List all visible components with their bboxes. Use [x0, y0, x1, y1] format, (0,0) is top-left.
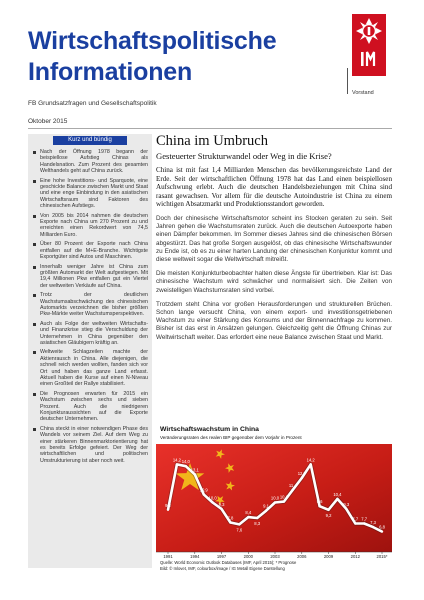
summary-item: Innerhalb weniger Jahre ist China zum größten Automarkt der Welt aufgestiegen. Mit 19,4 Millionen Pkw entfallen gut ein Viertel der weltweiten Verkäufe auf China.: [32, 264, 148, 290]
article-paragraph-2: Doch der chinesische Wirtschaftsmotor scheint ins Stocken geraten zu sein. Seit Jahren gehen die Wachstumsraten zurück. Auch die deutschen Autoexporte haben einen Dämpfer bekommen. Im Sommer dieses Jahres sind die chinesischen Börsen abgestürzt. Das hat große Sorgen ausgelöst, ob das chinesische Wirtschaftswunder zu Ende ist, ob es zu einer harten Landung der chinesischen Konjunktur kommt und diese weltweit sogar die Weltwirtschaft mitreißt.: [156, 214, 392, 263]
summary-item: Die Prognosen erwarten für 2015 ein Wachstum zwischen sechs und sieben Prozent. Auch die niedrigeren Konjunkturaussichten auf die Exporte deutscher Unternehmen.: [32, 391, 148, 423]
data-point: [220, 508, 222, 510]
title-line-2: Informationen: [28, 58, 193, 86]
summary-item: Auch als Folge der weltweiten Wirtschafts- und Finanzkrise stieg die Verschuldung der Unternehmen in China gegenüber den asiatischen Gläubigern kräftig an.: [32, 321, 148, 347]
data-label: 14,0: [181, 459, 190, 465]
data-point: [336, 498, 338, 500]
data-label: 7,3: [370, 520, 377, 526]
data-point: [274, 501, 276, 503]
data-label: 11,4: [288, 482, 297, 488]
data-label: 10,0: [270, 495, 280, 501]
x-tick-label: 2015*: [376, 554, 388, 559]
article-paragraph-3: Die meisten Konjunkturbeobachter halten diese Ängste für übertrieben. Klar ist: Das chinesische Wachstum wird schwächer und normalisiert sich. Die Zeiten von zweistelligen Wachstumsraten sind vorbei.: [156, 270, 392, 294]
summary-item: Über 80 Prozent der Exporte nach China entfallen auf die M+E-Branche. Wichtigste Exportgüter sind Autos und Maschinen.: [32, 241, 148, 260]
x-tick-label: 1994: [190, 554, 200, 559]
department-subtitle: FB Grundsatzfragen und Gesellschaftspolitik: [28, 100, 157, 107]
data-point: [301, 477, 303, 479]
data-point: [283, 500, 285, 502]
summary-item: Von 2005 bis 2014 nahmen die deutschen Exporte nach China um 270 Prozent zu und erreichten einen Rekordwert von 74,5 Milliarden Euro.: [32, 213, 148, 239]
data-label: 13,1: [190, 467, 199, 473]
data-label: 9,3: [218, 501, 225, 507]
data-label: 12,7: [297, 471, 306, 476]
summary-item: Weltweite Schlagzeilen machte der Aktienrausch in China. Alle diejenigen, die schnell reich werden wollten, fanden sich vor Ort und haben das ganze Land erfasst. Aktuell haben die Kurse auf einen N-Niveau einen Großteil der Rallye stabilisiert.: [32, 349, 148, 387]
summary-item: China steckt in einer notwendigen Phase des Wandels vor seinem Ziel. Auf dem Weg zu einer stärkeren Binnenmarktorientierung hat es bereits Erfolge gefeiert. Der Weg der wirtschaftlichen und politischen Umstrukturierung ist aber noch weit.: [32, 426, 148, 464]
data-point: [211, 501, 213, 503]
data-label: 7,8: [227, 515, 234, 521]
x-tick-label: 2000: [243, 554, 253, 559]
x-tick-label: 2009: [323, 554, 334, 559]
data-point: [372, 526, 374, 528]
data-point: [194, 473, 196, 475]
data-label: 10,1: [279, 494, 288, 500]
data-point: [327, 509, 329, 511]
data-label: 6,8: [379, 524, 385, 530]
data-point: [185, 465, 187, 467]
chart-image-credit: Bild: © Inlovet, IMF, colourbox/image / IG Metall Eigene Darstellung: [160, 566, 285, 571]
data-label: 9,3: [343, 501, 350, 507]
data-point: [318, 505, 320, 507]
data-point: [229, 521, 231, 523]
data-point: [363, 522, 365, 524]
summary-item: Nach der Öffnung 1978 begann der beispiellose Aufstieg Chinas als Handelsnation. Zum Prozent des gesamten Welthandels geht auf China zurück.: [32, 149, 148, 175]
data-point: [381, 530, 383, 532]
data-label: 8,4: [245, 510, 252, 516]
data-label: 14,2: [172, 457, 181, 463]
chart-title: Wirtschaftswachstum in China: [160, 426, 259, 433]
summary-list: [32, 149, 148, 464]
data-point: [256, 517, 258, 519]
gdp-growth-chart: [156, 424, 392, 574]
article-lead: China ist mit fast 1,4 Milliarden Menschen das bevölkerungsreichste Land der Erde. Seit der wirtschaftlichen Öffnung 1978 hat das Land einen beispiellosen Aufschwung erlebt. Auch die deutschen Handelsbeziehungen mit China sind rasant gewachsen. Vor allem für die deutsche Autoindustrie ist China zu einem wichtigen Absatzmarkt und Produktionsstandort geworden.: [156, 166, 392, 209]
data-point: [345, 508, 347, 510]
x-tick-label: 2006: [297, 554, 307, 559]
data-label: 7,7: [361, 516, 368, 522]
org-label: Vorstand: [352, 90, 374, 96]
data-label: 8,3: [254, 521, 261, 526]
summary-item: Eine hohe Investitions- und Sparquote, eine geschickte Balance zwischen Markt und Staat und eine enge Einbindung in den asiatischen Wirtschaftsraum sind Faktoren des chinesischen Aufstiegs.: [32, 178, 148, 210]
ig-metall-logo: [352, 14, 386, 76]
data-point: [292, 489, 294, 491]
data-label: 10,9: [199, 487, 208, 493]
summary-item: Trotz der deutlichen Wachstumsabschwächung des chinesischen Automarkts verzeichnen die bisher größten Pkw-Märkte weiter Wachstumsperspektiven.: [32, 292, 148, 318]
data-label: 9,1: [263, 503, 270, 509]
data-label: 9,2: [165, 502, 171, 508]
data-point: [176, 463, 178, 465]
article: [156, 134, 392, 342]
x-tick-label: 1997: [216, 554, 227, 559]
issue-date: Oktober 2015: [28, 118, 68, 125]
x-tick-label: 2012: [350, 554, 360, 559]
data-label: 10,0: [208, 495, 217, 501]
header-rule: [28, 128, 392, 129]
data-label: 9,6: [316, 499, 323, 505]
data-point: [310, 463, 312, 465]
article-paragraph-4: Trotzdem steht China vor großen Herausforderungen und strukturellen Brüchen. Schon lange versucht China, von einem export- und investitionsgetriebenen Wachstum zu einer Stärkung des Konsums und der Binnennachfrage zu kommen. Bisher ist das erst in Ansätzen gelungen. Gleichzeitig geht die Öffnung Chinas zur Weltwirtschaft weiter. Das erfordert eine neue Balance zwischen Staat und Markt.: [156, 300, 392, 341]
article-subheadline: Gesteuerter Strukturwandel oder Weg in die Krise?: [156, 151, 332, 161]
title-line-1: Wirtschaftspolitische: [28, 27, 277, 55]
data-point: [265, 510, 267, 512]
data-point: [238, 523, 240, 525]
x-tick-label: 1991: [163, 554, 173, 559]
data-label: 7,6: [236, 527, 243, 533]
sidebar-heading: Kurz und bündig: [53, 136, 127, 145]
data-point: [167, 509, 169, 511]
article-headline: China im Umbruch: [156, 133, 268, 149]
chart-canvas: [156, 424, 392, 574]
data-label: 10,4: [333, 491, 342, 497]
summary-sidebar: [28, 134, 152, 568]
data-point: [203, 493, 205, 495]
data-point: [247, 516, 249, 518]
data-label: 7,7: [352, 516, 359, 522]
publication-title: [28, 26, 276, 88]
chart-source: Quelle: World Economic Outlook Databases (IMF, April 2015); * Prognose: [160, 560, 297, 565]
chart-subtitle: Veränderungsraten des realen BIP gegenüber dem Vorjahr in Prozent: [160, 435, 302, 440]
data-label: 14,2: [306, 457, 315, 463]
header-divider: [347, 68, 348, 94]
x-tick-label: 2003: [270, 554, 280, 559]
data-label: 9,2: [325, 512, 332, 518]
x-axis-ticks: [163, 552, 388, 559]
data-point: [354, 522, 356, 524]
